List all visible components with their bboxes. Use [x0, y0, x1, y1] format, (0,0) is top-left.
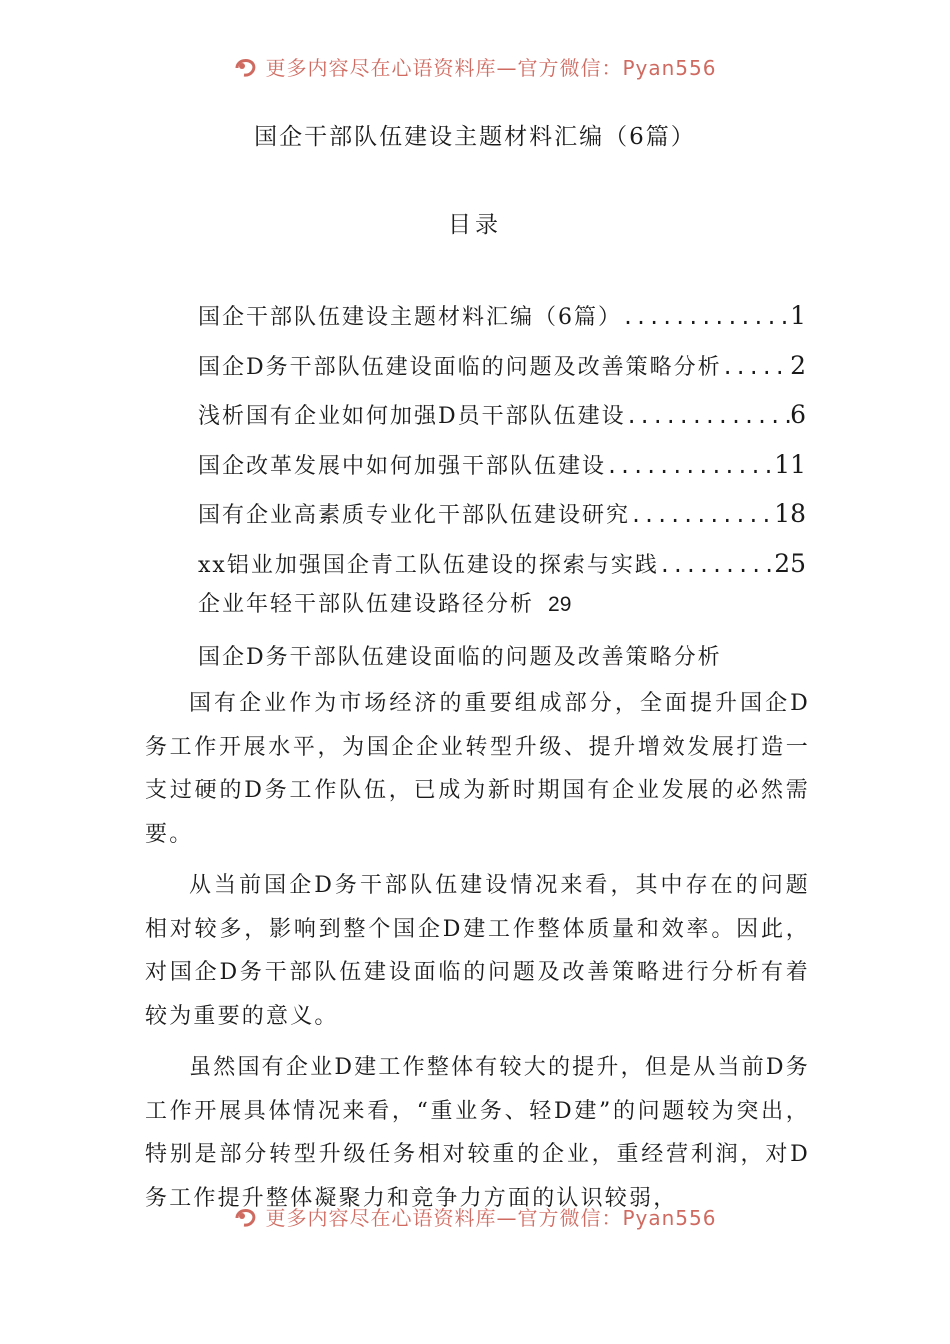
toc-entry-page: 18 [774, 499, 806, 528]
document-title: 国企干部队伍建设主题材料汇编（6篇） [254, 124, 696, 150]
article-body [145, 682, 810, 1228]
watermark-text: 更多内容尽在心语资料库—官方微信：Pyan556 [265, 1206, 717, 1230]
toc-entry[interactable] [198, 350, 806, 400]
toc-entry-title: 浅析国有企业如何加强D员干部队伍建设 [198, 404, 626, 429]
toc-leader-dots [630, 503, 774, 527]
toc-entry[interactable] [198, 449, 806, 499]
toc-entry[interactable] [198, 587, 806, 627]
toc-entry[interactable] [198, 399, 806, 449]
toc-leader-dots [659, 553, 774, 577]
toc-entry-page: 29 [548, 593, 572, 616]
toc-leader-dots [722, 355, 790, 379]
watermark-text: 更多内容尽在心语资料库—官方微信：Pyan556 [265, 56, 717, 80]
toc-leader-dots [606, 454, 774, 478]
toc-entry-page: 2 [790, 350, 806, 380]
toc-entry[interactable] [198, 300, 806, 350]
table-of-contents [198, 300, 806, 627]
brand-logo-icon [233, 56, 259, 80]
toc-leader-dots [622, 305, 790, 329]
toc-entry-title: 国有企业高素质专业化干部队伍建设研究 [198, 503, 631, 528]
watermark-top [0, 56, 950, 86]
paragraph: 从当前国企D务干部队伍建设情况来看，其中存在的问题相对较多，影响到整个国企D建工作整体质量和效率。因此，对国企D务干部队伍建设面临的问题及改善策略进行分析有着较为重要的意义。 [145, 873, 810, 1029]
toc-entry-title: 国企干部队伍建设主题材料汇编（6篇） [198, 305, 622, 330]
toc-entry-page: 1 [790, 301, 806, 330]
toc-leader-dots [626, 404, 790, 428]
toc-entry-page: 6 [790, 400, 806, 429]
brand-logo-icon [233, 1206, 259, 1230]
watermark-bottom [0, 1206, 950, 1236]
toc-entry-title: 国企D务干部队伍建设面临的问题及改善策略分析 [198, 354, 722, 380]
toc-entry-title: 国企改革发展中如何加强干部队伍建设 [198, 453, 607, 479]
toc-entry-page: 25 [774, 548, 806, 578]
article-title: 国企D务干部队伍建设面临的问题及改善策略分析 [198, 645, 722, 670]
paragraph: 虽然国有企业D建工作整体有较大的提升，但是从当前D务工作开展具体情况来看，“重业务、轻D建”的问题较为突出，特别是部分转型升级任务相对较重的企业，重经营利润，对D务工作提升整体凝聚力和竞争力方面的认识较弱， [145, 1055, 810, 1211]
toc-entry-page: 11 [774, 449, 806, 479]
toc-entry-title: xx铝业加强国企青工队伍建设的探索与实践 [198, 552, 659, 578]
toc-entry[interactable] [198, 498, 806, 548]
paragraph: 国有企业作为市场经济的重要组成部分，全面提升国企D务工作开展水平，为国企企业转型升级、提升增效发展打造一支过硬的D务工作队伍，已成为新时期国有企业发展的必然需要。 [145, 691, 810, 847]
toc-entry-title: 企业年轻干部队伍建设路径分析 [198, 592, 535, 617]
toc-heading: 目录 [448, 212, 502, 238]
